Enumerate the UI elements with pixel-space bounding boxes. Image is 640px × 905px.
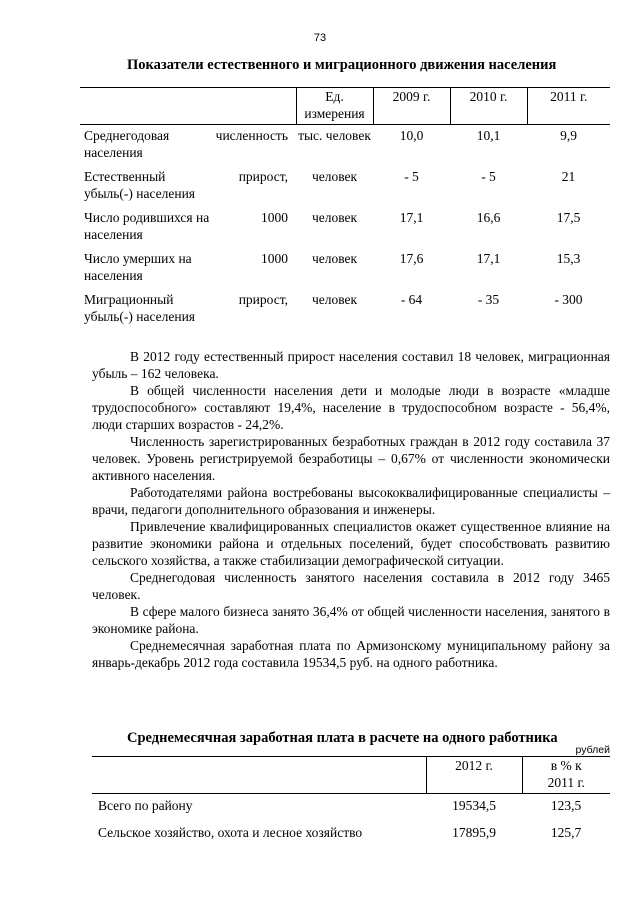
row-2010: 16,6 bbox=[476, 209, 501, 225]
page-number: 73 bbox=[313, 32, 327, 44]
table1-title: Показатели естественного и миграционного движения населения bbox=[127, 57, 557, 73]
paragraph: В сфере малого бизнеса занято 36,4% от общей численности населения, занятого в экономике района. bbox=[92, 604, 610, 636]
header-2009: 2009 г. bbox=[373, 88, 450, 125]
header-2012: 2012 г. bbox=[426, 757, 522, 794]
row-unit: человек bbox=[311, 168, 358, 184]
table-row bbox=[80, 166, 610, 207]
row-unit: человек bbox=[311, 209, 358, 225]
population-movement-table bbox=[80, 87, 610, 330]
table-row bbox=[92, 821, 610, 848]
table-row bbox=[80, 207, 610, 248]
row-2011: 21 bbox=[561, 168, 576, 184]
table-row bbox=[80, 248, 610, 289]
table-row bbox=[80, 125, 610, 166]
header-percent: в % к 2011 г. bbox=[522, 757, 610, 794]
paragraph: Численность зарегистрированных безработных граждан в 2012 году составила 37 человек. Уровень регистрируемой безработицы – 0,67% от численности экономически активного населения. bbox=[92, 434, 610, 483]
row-2009: - 64 bbox=[400, 291, 423, 307]
row-value: 19534,5 bbox=[452, 798, 496, 813]
row-label: Всего по району bbox=[98, 798, 193, 813]
row-2010: - 5 bbox=[481, 168, 496, 184]
header-empty bbox=[80, 88, 296, 125]
paragraph: Работодателями района востребованы высококвалифицированные специалисты – врачи, педагоги дополнительного образования и инженеры. bbox=[92, 485, 610, 517]
row-value: 17895,9 bbox=[452, 825, 496, 840]
header-unit: Ед. измерения bbox=[296, 88, 373, 125]
paragraph: Среднегодовая численность занятого населения составила в 2012 году 3465 человек. bbox=[92, 570, 610, 602]
paragraph: В 2012 году естественный прирост населения составил 18 человек, миграционная убыль – 162 человека. bbox=[92, 349, 610, 381]
row-percent: 123,5 bbox=[550, 798, 582, 813]
table-header-row bbox=[80, 88, 610, 125]
body-text bbox=[92, 348, 610, 671]
paragraph: Среднемесячная заработная плата по Армизонскому муниципальному району за январь-декабрь 2012 года составила 19534,5 руб. на одного работника. bbox=[92, 638, 610, 670]
header-empty bbox=[92, 757, 426, 794]
row-2011: 17,5 bbox=[556, 209, 581, 225]
table-row bbox=[80, 289, 610, 330]
header-2010: 2010 г. bbox=[450, 88, 527, 125]
row-label: Сельское хозяйство, охота и лесное хозяйство bbox=[98, 825, 363, 840]
unit-note: рублей bbox=[575, 744, 610, 756]
row-2010: 17,1 bbox=[476, 250, 501, 266]
paragraph: В общей численности населения дети и молодые люди в возрасте «младше трудоспособного» составляют 19,4%, население в трудоспособном возрасте - 56,4%, люди старших возрастов - 24,2%. bbox=[92, 383, 610, 432]
row-label: Миграционный прирост, убыль(-) населения bbox=[84, 291, 288, 324]
row-2009: - 5 bbox=[404, 168, 419, 184]
table-header-row bbox=[92, 757, 610, 794]
row-2009: 17,6 bbox=[399, 250, 424, 266]
header-2011: 2011 г. bbox=[527, 88, 610, 125]
row-2011: 15,3 bbox=[556, 250, 581, 266]
row-label: Число родившихся на 1000 населения bbox=[84, 209, 288, 242]
table2-title: Среднемесячная заработная плата в расчете на одного работника bbox=[127, 730, 558, 746]
row-2009: 17,1 bbox=[399, 209, 424, 225]
row-percent: 125,7 bbox=[550, 825, 582, 840]
row-2011: 9,9 bbox=[560, 128, 577, 143]
row-unit: тыс. человек bbox=[298, 128, 371, 143]
row-2011: - 300 bbox=[554, 291, 583, 307]
row-label: Естественный прирост, убыль(-) населения bbox=[84, 168, 288, 201]
paragraph: Привлечение квалифицированных специалистов окажет существенное влияние на развитие экономики района и отдельных поселений, будет способствовать развитию сельского хозяйства, а также стабилизации демографической ситуации. bbox=[92, 519, 610, 568]
row-label: Среднегодовая численность населения bbox=[84, 128, 288, 160]
table-row bbox=[92, 794, 610, 822]
row-2010: 10,1 bbox=[476, 128, 501, 143]
row-unit: человек bbox=[311, 291, 358, 307]
salary-table bbox=[92, 756, 610, 848]
row-2009: 10,0 bbox=[399, 128, 424, 143]
row-label: Число умерших на 1000 населения bbox=[84, 250, 288, 283]
row-2010: - 35 bbox=[477, 291, 500, 307]
row-unit: человек bbox=[311, 250, 358, 266]
